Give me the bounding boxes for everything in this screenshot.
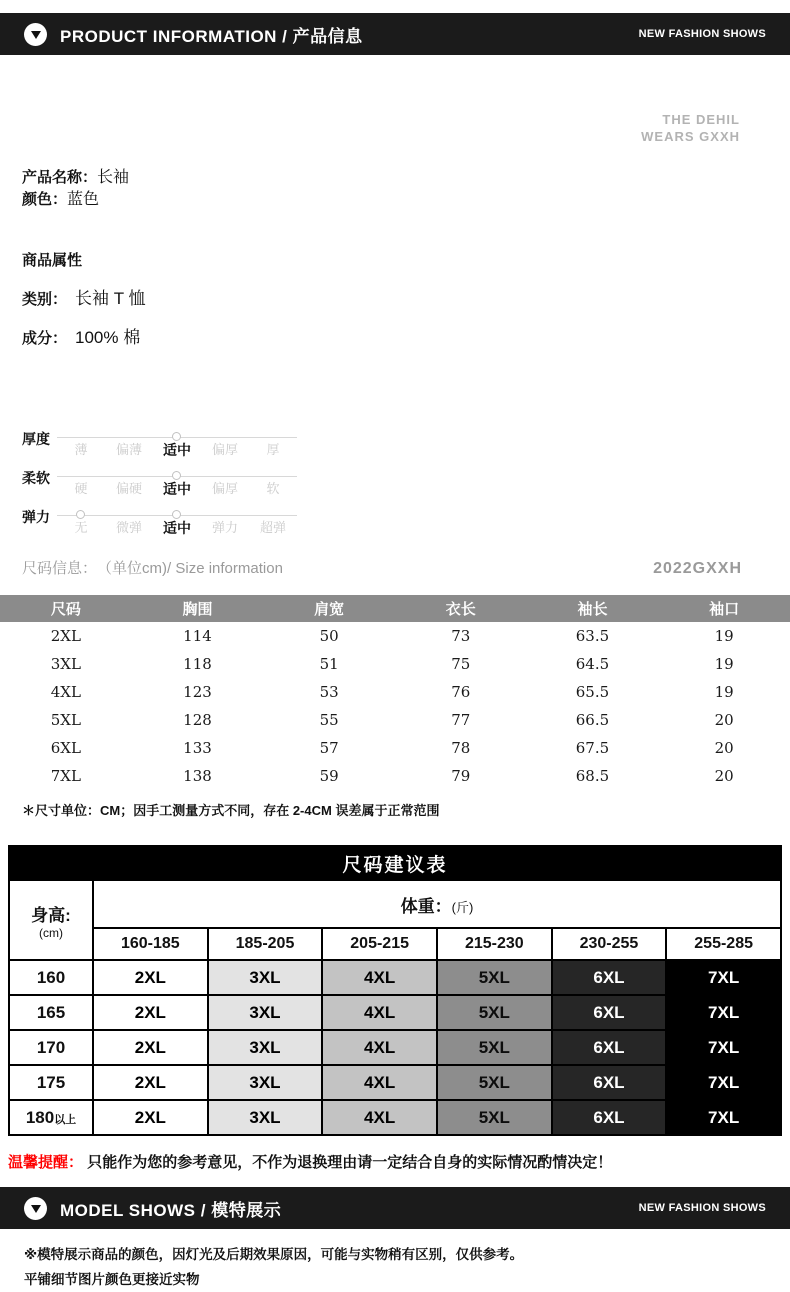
cell: 65.5	[575, 683, 610, 701]
weight-range-row	[9, 928, 781, 960]
cell: 5XL	[50, 711, 81, 729]
product-info-block	[0, 167, 790, 348]
slider-elasticity-scale	[57, 515, 297, 537]
height-header-cell	[9, 880, 93, 960]
cell: 59	[319, 767, 339, 785]
footnotes	[0, 1242, 790, 1292]
weight-label: 体重：	[400, 896, 452, 916]
slider-knob-icon	[172, 432, 181, 441]
height-cell: 165	[9, 995, 93, 1030]
material-label: 成分：	[22, 330, 68, 347]
slider-thickness-label: 厚度	[22, 431, 50, 447]
style-code: 2022GXXH	[653, 560, 742, 577]
slider-option: 硬	[74, 481, 88, 496]
slider-option: 偏厚	[211, 481, 238, 496]
product-color-value: 蓝色	[67, 191, 100, 208]
fabric-sliders	[0, 428, 790, 545]
measurement-note: ＊尺寸单位：CM；因手工测量方式不同，存在 2-4CM 误差属于正常范围	[22, 803, 440, 818]
slider-elasticity-label: 弹力	[22, 509, 50, 525]
warm-reminder-text: 只能作为您的参考意见，不作为退换理由请一定结合自身的实际情况酌情决定！	[87, 1154, 613, 1171]
slider-softness-label: 柔软	[22, 470, 50, 486]
slider-option: 偏薄	[115, 442, 142, 457]
slider-option: 偏硬	[115, 481, 142, 496]
cell: 2XL	[50, 627, 81, 645]
cell: 53	[319, 683, 339, 701]
slider-row-elasticity	[0, 506, 790, 545]
cell: 77	[451, 711, 471, 729]
size-info-label: 尺码信息：	[22, 560, 98, 577]
col-header-size: 尺码	[0, 595, 132, 622]
cell: 50	[319, 627, 339, 645]
weight-range: 230-255	[552, 928, 667, 960]
slider-options	[57, 480, 297, 498]
brand-mark	[641, 111, 740, 145]
attributes-heading: 商品属性	[22, 252, 83, 269]
col-header-cuff: 袖口	[658, 595, 790, 622]
size-cell: 7XL	[666, 1065, 781, 1100]
size-cell: 5XL	[437, 1030, 552, 1065]
table-row	[9, 995, 781, 1030]
size-cell: 4XL	[322, 1100, 437, 1135]
col-header-shoulder: 肩宽	[263, 595, 395, 622]
cell: 66.5	[575, 711, 610, 729]
size-cell: 2XL	[93, 1065, 208, 1100]
cell: 20	[714, 767, 734, 785]
slider-option-selected: 适中	[163, 481, 191, 497]
size-table-header	[0, 595, 790, 622]
category-line	[22, 284, 790, 309]
size-cell: 6XL	[552, 1100, 667, 1135]
footnote-line1: ※模特展示商品的颜色，因灯光及后期效果原因，可能与实物稍有区别，仅供参考。	[24, 1247, 524, 1262]
table-row	[9, 960, 781, 995]
size-cell: 3XL	[208, 995, 323, 1030]
size-cell: 6XL	[552, 995, 667, 1030]
product-name-line	[22, 167, 790, 189]
height-cell: 170	[9, 1030, 93, 1065]
slider-option: 弹力	[211, 520, 238, 535]
footnote-line2: 平铺细节图片颜色更接近实物	[24, 1272, 200, 1287]
product-name-label: 产品名称：	[22, 169, 98, 186]
warm-reminder	[8, 1151, 782, 1172]
slider-knob-icon	[172, 510, 181, 519]
size-cell: 5XL	[437, 960, 552, 995]
cell: 123	[183, 683, 212, 701]
slider-thickness-scale	[57, 437, 297, 459]
height-cell: 160	[9, 960, 93, 995]
cell: 55	[319, 711, 339, 729]
product-color-label: 颜色：	[22, 191, 68, 208]
height-unit: (cm)	[39, 925, 63, 940]
table-row	[9, 1100, 781, 1135]
slider-knob-icon	[172, 471, 181, 480]
category-value: 长袖 T 恤	[75, 289, 146, 308]
slider-option: 无	[74, 520, 88, 535]
slider-row-softness	[0, 467, 790, 506]
table-row	[0, 762, 790, 790]
cell: 68.5	[575, 767, 610, 785]
slider-option: 微弹	[115, 520, 142, 535]
cell: 57	[319, 739, 339, 757]
size-cell: 2XL	[93, 1030, 208, 1065]
cell: 7XL	[50, 767, 81, 785]
table-row	[9, 1065, 781, 1100]
slider-option: 超弹	[259, 520, 286, 535]
weight-range: 215-230	[437, 928, 552, 960]
col-header-chest: 胸围	[132, 595, 264, 622]
brand-drop-icon	[24, 1197, 47, 1220]
weight-range: 255-285	[666, 928, 781, 960]
cell: 67.5	[575, 739, 610, 757]
size-cell: 5XL	[437, 995, 552, 1030]
slider-softness-scale	[57, 476, 297, 498]
table-row	[0, 706, 790, 734]
product-information-header-bar	[0, 13, 790, 55]
cell: 51	[319, 655, 339, 673]
brand-mark-line2: WEARS GXXH	[641, 129, 740, 144]
cell: 63.5	[575, 627, 610, 645]
cell: 76	[451, 683, 471, 701]
size-cell: 6XL	[552, 960, 667, 995]
slider-option: 薄	[74, 442, 88, 457]
suggestion-table-title: 尺码建议表	[9, 846, 781, 880]
size-info-unit: （单位cm)/	[97, 560, 172, 577]
size-info-line	[0, 557, 790, 578]
size-cell: 2XL	[93, 960, 208, 995]
table-row	[0, 678, 790, 706]
size-cell: 5XL	[437, 1065, 552, 1100]
cell: 128	[183, 711, 212, 729]
size-cell: 4XL	[322, 960, 437, 995]
size-cell: 2XL	[93, 995, 208, 1030]
cell: 20	[714, 711, 734, 729]
size-cell: 7XL	[666, 1100, 781, 1135]
size-cell: 4XL	[322, 995, 437, 1030]
cell: 4XL	[50, 683, 81, 701]
weight-range: 185-205	[208, 928, 323, 960]
slider-options	[57, 519, 297, 537]
cell: 114	[183, 627, 212, 645]
slider-option: 偏厚	[211, 442, 238, 457]
cell: 64.5	[575, 655, 610, 673]
brand-drop-icon	[24, 23, 47, 46]
height-cell: 175	[9, 1065, 93, 1100]
cell: 133	[183, 739, 212, 757]
weight-header-cell	[93, 880, 781, 928]
height-label: 身高:	[31, 905, 71, 925]
slider-option: 厚	[266, 442, 280, 457]
size-measurement-table	[0, 595, 790, 790]
size-cell: 4XL	[322, 1065, 437, 1100]
weight-range: 205-215	[322, 928, 437, 960]
category-label: 类别：	[22, 291, 68, 308]
table-row	[0, 650, 790, 678]
table-row	[9, 1030, 781, 1065]
weight-unit: (斤)	[451, 899, 474, 915]
size-cell: 6XL	[552, 1065, 667, 1100]
weight-range: 160-185	[93, 928, 208, 960]
size-cell: 5XL	[437, 1100, 552, 1135]
cell: 138	[183, 767, 212, 785]
header-slogan: NEW FASHION SHOWS	[638, 1202, 766, 1214]
cell: 6XL	[50, 739, 81, 757]
cell: 19	[714, 655, 734, 673]
cell: 75	[451, 655, 471, 673]
cell: 19	[714, 683, 734, 701]
size-cell: 3XL	[208, 1100, 323, 1135]
cell: 20	[714, 739, 734, 757]
slider-knob-icon	[76, 510, 85, 519]
cell: 19	[714, 627, 734, 645]
material-value: 100% 棉	[75, 328, 141, 347]
header-slogan: NEW FASHION SHOWS	[638, 28, 766, 40]
size-cell: 4XL	[322, 1030, 437, 1065]
table-row	[0, 622, 790, 650]
slider-option-selected: 适中	[163, 520, 191, 536]
slider-row-thickness	[0, 428, 790, 467]
slider-options	[57, 441, 297, 459]
model-shows-header-bar	[0, 1187, 790, 1229]
height-cell: 180以上	[9, 1100, 93, 1135]
brand-mark-line1: THE DEHIL	[662, 112, 740, 127]
size-suggestion-table	[8, 845, 782, 1136]
cell: 73	[451, 627, 471, 645]
col-header-length: 衣长	[395, 595, 527, 622]
cell: 78	[451, 739, 471, 757]
section-title-product-information: PRODUCT INFORMATION / 产品信息	[60, 26, 363, 46]
size-cell: 6XL	[552, 1030, 667, 1065]
size-cell: 3XL	[208, 1065, 323, 1100]
slider-option-selected: 适中	[163, 442, 191, 458]
product-name-value: 长袖	[97, 169, 130, 186]
size-info-en: Size information	[175, 560, 283, 577]
size-cell: 7XL	[666, 960, 781, 995]
section-title-model-shows: MODEL SHOWS / 模特展示	[60, 1200, 282, 1220]
suggestion-title-row	[9, 846, 781, 880]
warm-reminder-label: 温馨提醒：	[8, 1154, 84, 1171]
cell: 79	[451, 767, 471, 785]
table-row	[0, 734, 790, 762]
size-cell: 7XL	[666, 1030, 781, 1065]
slider-option: 软	[266, 481, 280, 496]
size-cell: 3XL	[208, 1030, 323, 1065]
col-header-sleeve: 袖长	[527, 595, 659, 622]
size-cell: 7XL	[666, 995, 781, 1030]
material-line	[22, 323, 790, 348]
suggestion-header-row	[9, 880, 781, 928]
cell: 118	[183, 655, 212, 673]
product-color-line	[22, 189, 790, 211]
size-cell: 2XL	[93, 1100, 208, 1135]
cell: 3XL	[50, 655, 81, 673]
size-cell: 3XL	[208, 960, 323, 995]
